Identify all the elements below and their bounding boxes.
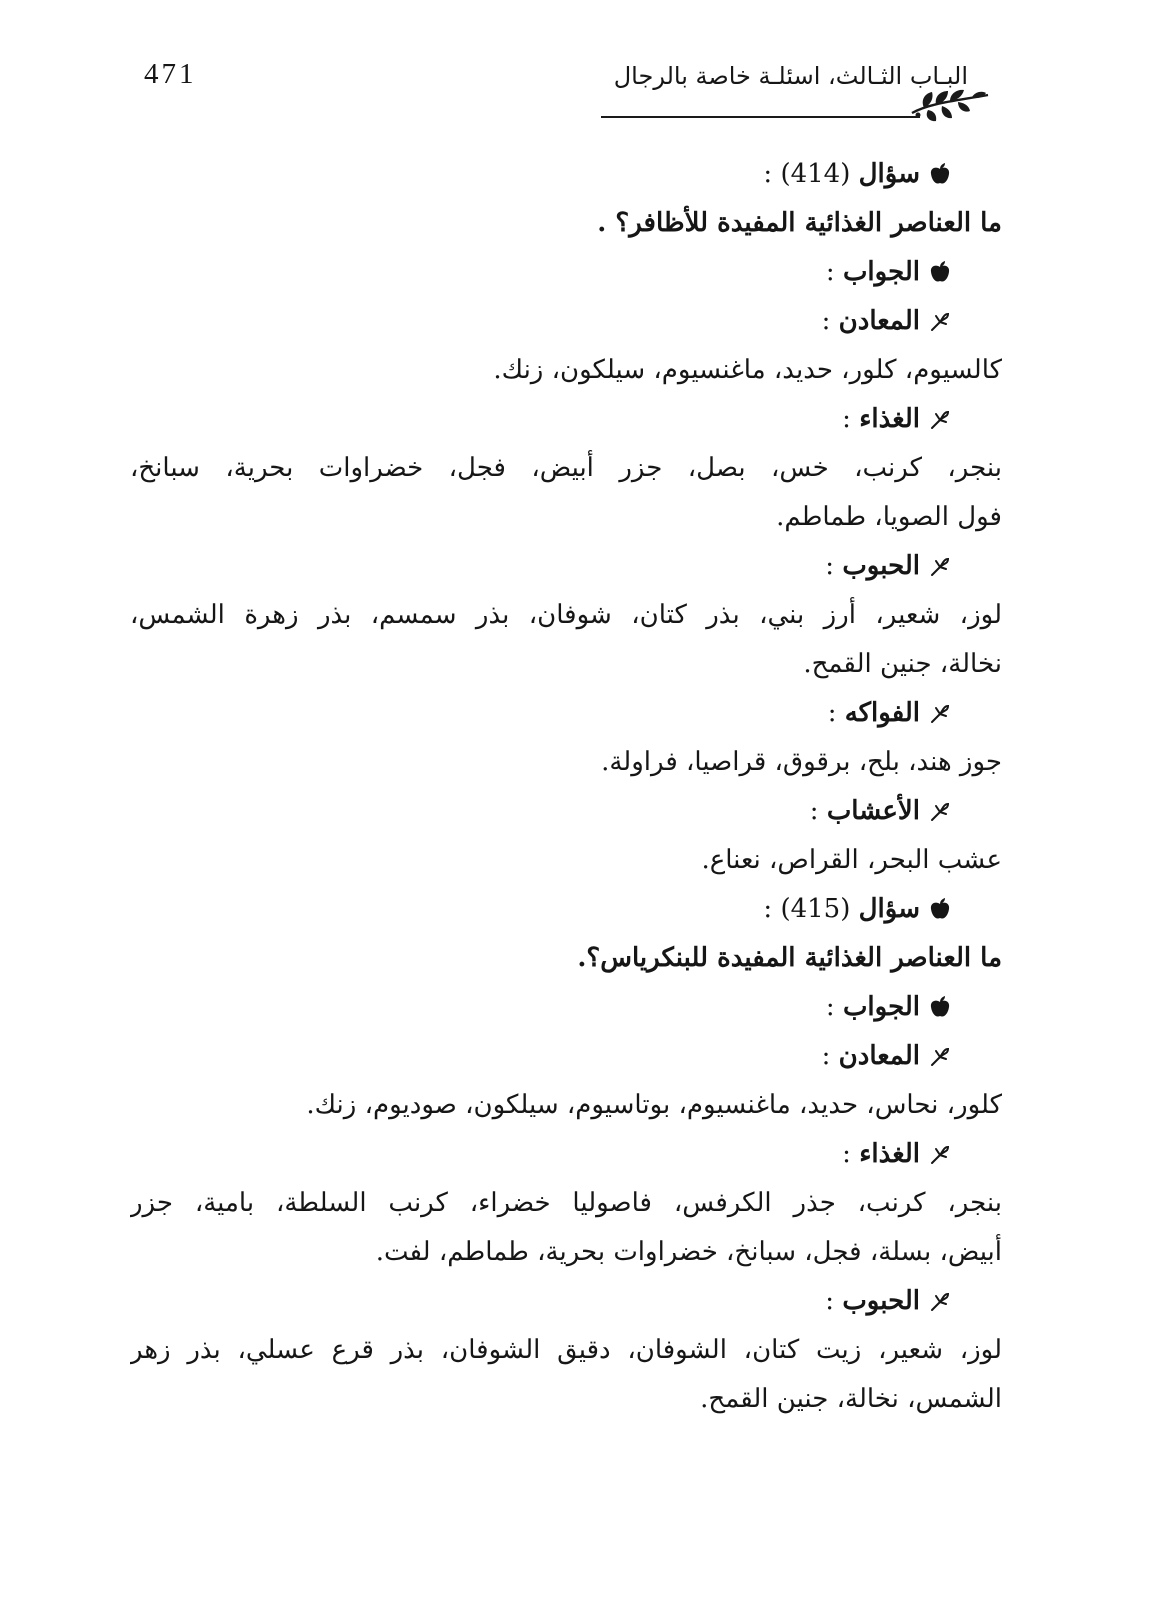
section-text: عشب البحر، القراص، نعناع. bbox=[701, 845, 1002, 875]
leaf-ornament-icon bbox=[910, 89, 990, 123]
section-text: بنجر، كرنب، خس، بصل، جزر أبيض، فجل، خضراوات بحرية، سبانخ، bbox=[130, 453, 1002, 483]
page-number: 471 bbox=[144, 58, 197, 90]
section-text-continued: فول الصويا، طماطم. bbox=[776, 502, 1002, 532]
section-text: لوز، شعير، زيت كتان، الشوفان، دقيق الشوفان، بذر قرع عسلي، بذر زهر bbox=[130, 1335, 1002, 1365]
apple-icon bbox=[930, 163, 950, 185]
section-text: كلور، نحاس، حديد، ماغنسيوم، بوتاسيوم، سيلكون، صوديوم، زنك. bbox=[306, 1090, 1002, 1120]
hand-pointer-icon bbox=[930, 702, 950, 724]
answer-label: الجواب bbox=[842, 992, 920, 1022]
answer-label: الجواب bbox=[842, 257, 920, 287]
question-label: سؤال bbox=[858, 894, 920, 924]
section-heading-food: الغذاء : bbox=[130, 1130, 1002, 1179]
section-text-continued: أبيض، بسلة، فجل، سبانخ، خضراوات بحرية، طماطم، لفت. bbox=[375, 1237, 1002, 1267]
answer-heading: الجواب : bbox=[130, 248, 1002, 297]
section-heading-fruits: الفواكه : bbox=[130, 689, 1002, 738]
section-text-continued: نخالة، جنين القمح. bbox=[803, 649, 1002, 679]
question-text: ما العناصر الغذائية المفيدة للأظافر؟ . bbox=[597, 208, 1002, 238]
section-heading-food: الغذاء : bbox=[130, 395, 1002, 444]
section-heading-grains: الحبوب : bbox=[130, 1277, 1002, 1326]
page-body bbox=[130, 150, 1002, 1424]
section-title: الغذاء bbox=[859, 1139, 920, 1169]
hand-pointer-icon bbox=[930, 1143, 950, 1165]
header-rule bbox=[601, 116, 920, 118]
question-label: سؤال bbox=[858, 159, 920, 189]
section-text: كالسيوم، كلور، حديد، ماغنسيوم، سيلكون، زنك. bbox=[493, 355, 1002, 385]
section-text: لوز، شعير، أرز بني، بذر كتان، شوفان، بذر سمسم، بذر زهرة الشمس، bbox=[130, 600, 1002, 630]
question-colon: : bbox=[763, 894, 773, 924]
section-title: الأعشاب bbox=[826, 796, 920, 826]
section-text: جوز هند، بلح، برقوق، قراصيا، فراولة. bbox=[601, 747, 1002, 777]
section-text: بنجر، كرنب، جذر الكرفس، فاصوليا خضراء، كرنب السلطة، بامية، جزر bbox=[130, 1188, 1002, 1218]
section-title: المعادن bbox=[838, 1041, 920, 1071]
section-heading-minerals: المعادن : bbox=[130, 297, 1002, 346]
question-number: (414) bbox=[780, 159, 851, 189]
hand-pointer-icon bbox=[930, 1290, 950, 1312]
section-heading-herbs: الأعشاب : bbox=[130, 787, 1002, 836]
question-heading bbox=[130, 150, 1002, 199]
hand-pointer-icon bbox=[930, 310, 950, 332]
section-heading-grains: الحبوب : bbox=[130, 542, 1002, 591]
section-title: المعادن bbox=[838, 306, 920, 336]
apple-icon bbox=[930, 996, 950, 1018]
apple-icon bbox=[930, 898, 950, 920]
question-colon: : bbox=[763, 159, 773, 189]
section-text-continued: الشمس، نخالة، جنين القمح. bbox=[700, 1384, 1002, 1414]
answer-heading: الجواب : bbox=[130, 983, 1002, 1032]
hand-pointer-icon bbox=[930, 800, 950, 822]
section-title: الحبوب bbox=[842, 1286, 920, 1316]
apple-icon bbox=[930, 261, 950, 283]
section-title: الحبوب bbox=[842, 551, 920, 581]
section-title: الفواكه bbox=[844, 698, 920, 728]
question-number: (415) bbox=[780, 894, 851, 924]
hand-pointer-icon bbox=[930, 408, 950, 430]
section-heading-minerals: المعادن : bbox=[130, 1032, 1002, 1081]
hand-pointer-icon bbox=[930, 555, 950, 577]
running-head: البـاب الثـالث، اسئلـة خاصة بالرجال bbox=[613, 62, 968, 90]
hand-pointer-icon bbox=[930, 1045, 950, 1067]
question-heading bbox=[130, 885, 1002, 934]
section-title: الغذاء bbox=[859, 404, 920, 434]
question-text: ما العناصر الغذائية المفيدة للبنكرياس؟. bbox=[577, 943, 1002, 973]
